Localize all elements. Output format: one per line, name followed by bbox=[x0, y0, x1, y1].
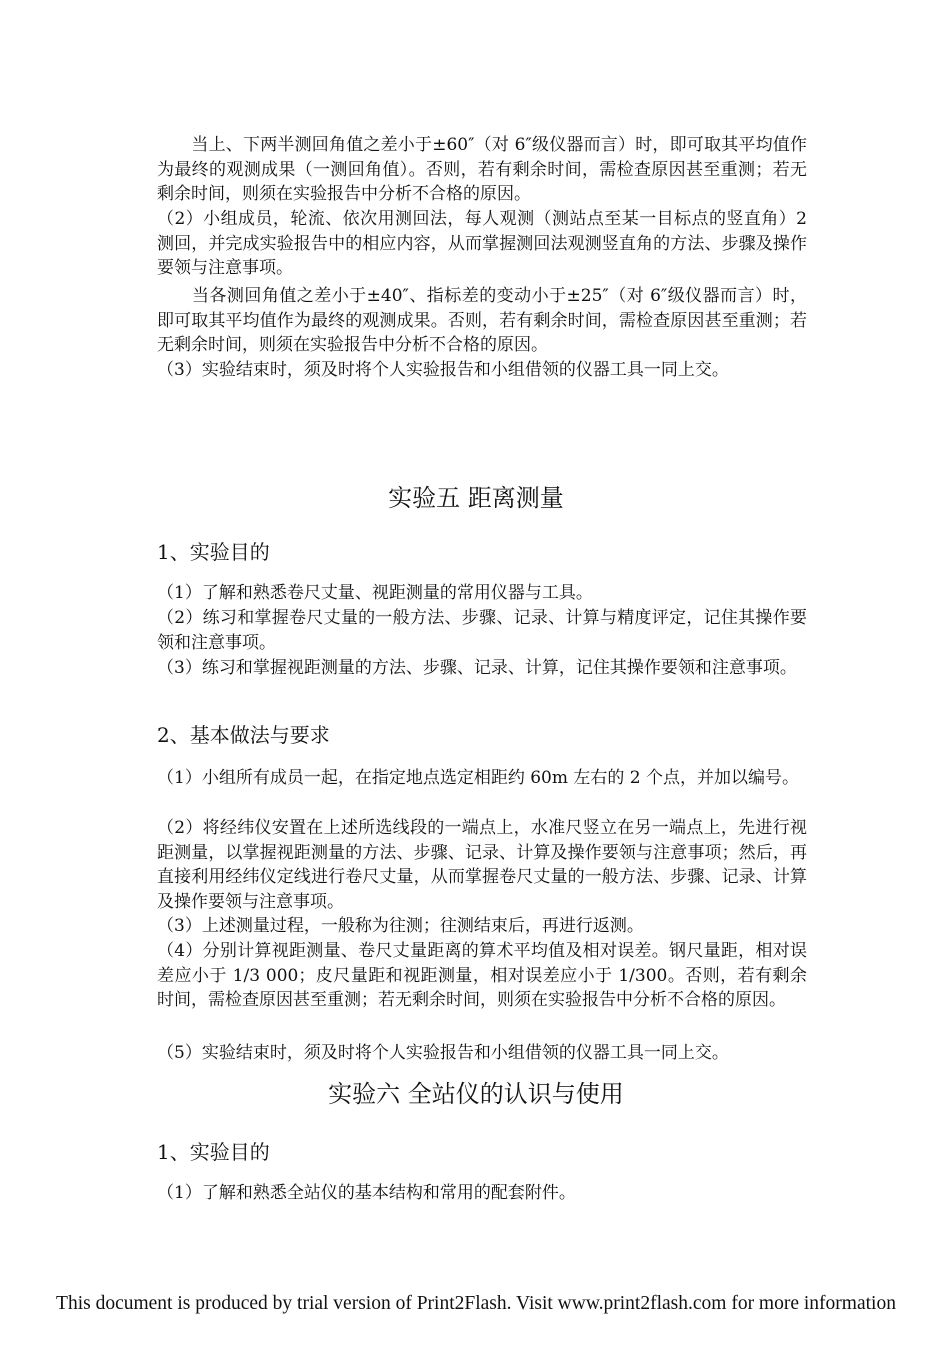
exp6-purpose-item: （1）了解和熟悉全站仪的基本结构和常用的配套附件。 bbox=[157, 1183, 576, 1203]
exp5-purpose-item: （1）了解和熟悉卷尺丈量、视距测量的常用仪器与工具。 bbox=[157, 583, 593, 603]
trial-watermark-footer: This document is produced by trial version of Print2Flash. Visit www.print2flash.com for more information bbox=[56, 1293, 896, 1314]
paragraph-index-error: 当各测回角值之差小于±40″、指标差的变动小于±25″（对 6″级仪器而言）时，即可取其平均值作为最终的观测成果。否则，若有剩余时间，需检查原因甚至重测；若无剩余时间，则须在实验报告中分析不合格的原因。 bbox=[157, 286, 807, 355]
paragraph-vertical-angle-observation: （2）小组成员，轮流、依次用测回法，每人观测（测站点至某一目标点的竖直角）2 测回，并完成实验报告中的相应内容，从而掌握测回法观测竖直角的方法、步骤及操作要领与注意事项。 bbox=[157, 209, 807, 278]
exp5-method-item: （5）实验结束时，须及时将个人实验报告和小组借领的仪器工具一同上交。 bbox=[157, 1043, 729, 1063]
exp5-method-item: （3）上述测量过程，一般称为往测；往测结束后，再进行返测。 bbox=[157, 916, 644, 936]
exp6-title: 实验六 全站仪的认识与使用 bbox=[328, 1080, 624, 1108]
paragraph-angle-difference: 当上、下两半测回角值之差小于±60″（对 6″级仪器而言）时，即可取其平均值作为最终的观测成果（一测回角值）。否则，若有剩余时间，需检查原因甚至重测；若无剩余时间，则须在实验报告中分析不合格的原因。 bbox=[157, 135, 807, 204]
exp5-method-heading: 2、基本做法与要求 bbox=[157, 723, 330, 747]
exp5-method-item: （1）小组所有成员一起，在指定地点选定相距约 60m 左右的 2 个点，并加以编号。 bbox=[157, 768, 799, 788]
exp5-title: 实验五 距离测量 bbox=[388, 484, 564, 512]
paragraph-submit-report: （3）实验结束时，须及时将个人实验报告和小组借领的仪器工具一同上交。 bbox=[157, 360, 729, 380]
exp5-method-item: （2）将经纬仪安置在上述所选线段的一端点上，水准尺竖立在另一端点上，先进行视距测量，以掌握视距测量的方法、步骤、记录、计算及操作要领与注意事项；然后，再直接利用经纬仪定线进行卷尺丈量，从而掌握卷尺丈量的一般方法、步骤、记录、计算及操作要领与注意事项。 bbox=[157, 818, 807, 912]
exp5-method-item: （4）分别计算视距测量、卷尺丈量距离的算术平均值及相对误差。钢尺量距，相对误差应小于 1/3 000；皮尺量距和视距测量，相对误差应小于 1/300。否则，若有剩余时间，需检查原因甚至重测；若无剩余时间，则须在实验报告中分析不合格的原因。 bbox=[157, 941, 807, 1010]
exp5-purpose-item: （2）练习和掌握卷尺丈量的一般方法、步骤、记录、计算与精度评定，记住其操作要领和注意事项。 bbox=[157, 608, 807, 653]
exp5-purpose-item: （3）练习和掌握视距测量的方法、步骤、记录、计算，记住其操作要领和注意事项。 bbox=[157, 658, 797, 678]
exp5-purpose-heading: 1、实验目的 bbox=[157, 540, 270, 564]
exp6-purpose-heading: 1、实验目的 bbox=[157, 1140, 270, 1164]
